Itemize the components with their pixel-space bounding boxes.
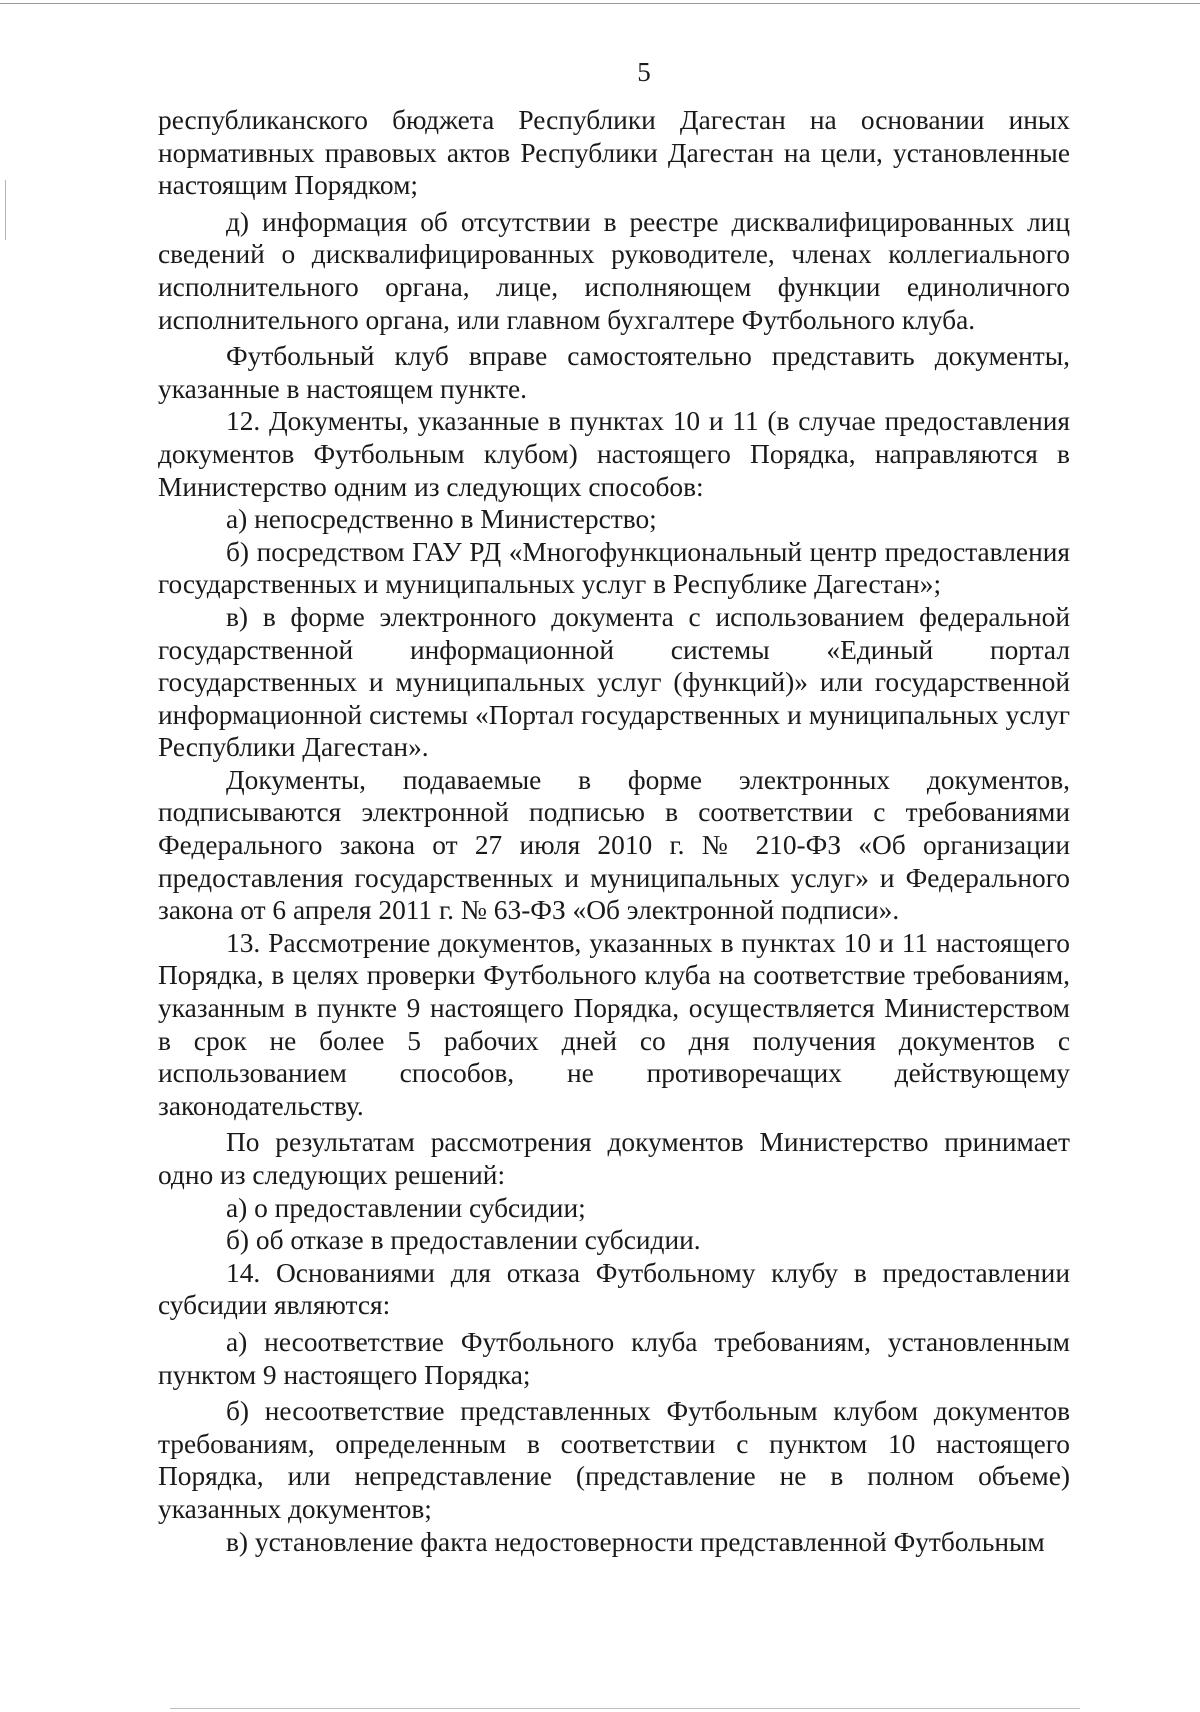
document-body (158, 104, 1070, 1558)
scan-mark-left (5, 180, 6, 240)
paragraph: 13. Рассмотрение документов, указанных в пунктах 10 и 11 настоящего Порядка, в целях проверки Футбольного клуба на соответствие требованиям, указанным в пункте 9 настоящего Порядка, осуществляется Министерством в срок не более 5 рабочих дней со дня получения документов с использованием способов, не противоречащих действующему законодательству. (158, 927, 1070, 1121)
paragraph: 14. Основаниями для отказа Футбольному клубу в предоставлении субсидии являются: (158, 1257, 1070, 1321)
paragraph: б) несоответствие представленных Футбольным клубом документов требованиям, определенным в соответствии с пунктом 10 настоящего Порядка, или непредставление (представление не в полном объеме) указанных документов; (158, 1396, 1070, 1524)
paragraph: а) непосредственно в Министерство; (226, 504, 657, 535)
paragraph: 12. Документы, указанные в пунктах 10 и 11 (в случае предоставления документов Футбольным клубом) настоящего Порядка, направляются в Министерство одним из следующих способов: (158, 406, 1070, 502)
paragraph: в) в форме электронного документа с использованием федеральной государственной информационной системы «Единый портал государственных и муниципальных услуг (функций)» или государственной информационной системы «Портал государственных и муниципальных услуг Республики Дагестан». (158, 601, 1070, 763)
paragraph: д) информация об отсутствии в реестре дисквалифицированных лиц сведений о дисквалифицированных руководителе, членах коллегиального исполнительного органа, лице, исполняющем функции единоличного исполнительного органа, или главном бухгалтере Футбольного клуба. (158, 206, 1070, 335)
paragraph: По результатам рассмотрения документов Министерство принимает одно из следующих решений: (158, 1127, 1070, 1190)
scan-edge-bottom (170, 1708, 1080, 1709)
page-number: 5 (637, 57, 651, 87)
scan-edge-top (0, 3, 1200, 4)
paragraph: а) несоответствие Футбольного клуба требованиям, установленным пунктом 9 настоящего Порядка; (158, 1326, 1070, 1390)
paragraph: Футбольный клуб вправе самостоятельно представить документы, указанные в настоящем пункте. (158, 341, 1070, 404)
paragraph: а) о предоставлении субсидии; (226, 1192, 586, 1223)
paragraph: б) об отказе в предоставлении субсидии. (226, 1225, 701, 1256)
paragraph: б) посредством ГАУ РД «Многофункциональный центр предоставления государственных и муниципальных услуг в Республике Дагестан»; (158, 536, 1070, 600)
paragraph: в) установление факта недостоверности представленной Футбольным (226, 1526, 1045, 1557)
paragraph: республиканского бюджета Республики Дагестан на основании иных нормативных правовых актов Республики Дагестан на цели, установленные настоящим Порядком; (158, 105, 1070, 201)
paragraph: Документы, подаваемые в форме электронных документов, подписываются электронной подписью в соответствии с требованиями Федерального закона от 27 июля 2010 г. № 210-ФЗ «Об организации предоставления государственных и муниципальных услуг» и Федерального закона от 6 апреля 2011 г. № 63-ФЗ «Об электронной подписи». (158, 764, 1070, 926)
